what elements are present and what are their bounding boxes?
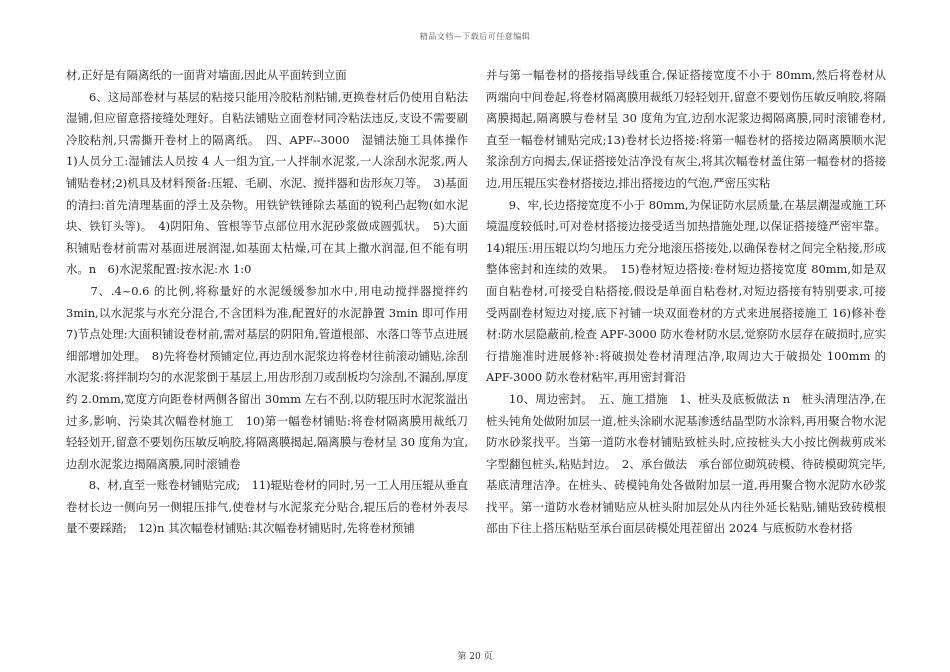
paragraph: 7、.4~0.6 的比例,将称量好的水泥缓缓参加水中,用电动搅拌器搅拌约 3min,以水泥浆与水充分混合,不含团料为准,配置好的水泥静置 3min 即可作用 7)节点处理:大面积铺设卷材前,需对基层的阴阳角,管道根部、水落口等节点进展细部增加处理。 8)先将卷材预铺定位,再边刮水泥浆边将卷材往前滚动铺贴,涂刮水泥浆:将拌制均匀的水泥浆倒于基层上,用齿形刮刀或刮板均匀涂刮,不漏刮,厚度约 2.0mm,宽度方向距卷材两侧各留出 30mm 左右不刮,以防辊压时水泥浆溢出过多,影响、污染其次幅卷材施工 10)第一幅卷材铺贴:将卷材隔离膜用裁纸刀轻轻划开,留意不要划伤压敏反响胶,将隔离膜揭起,隔离膜与卷材呈 30 度角为宜,边刮水泥浆边揭隔离膜,同时滚铺卷 — [66, 283, 468, 471]
paragraph: 8、材,直至一账卷材铺贴完成; 11)辊贴卷材的同时,另一工人用压辊从垂直卷材长边一侧向另一侧辊压排气,使卷材与水泥浆充分贴合,辊压后的卷材外表尽量不要踩踏; 12)n 其次幅卷材铺贴:其次幅卷材铺贴时,先将卷材预铺 — [66, 478, 468, 536]
paragraph: 材,正好是有隔离纸的一面背对墙面,因此从平面转到立面 — [66, 68, 347, 82]
right-text-column — [486, 65, 886, 540]
page-header: 精品文档—下载后可任意编辑 — [419, 32, 531, 41]
paragraph: 并与第一幅卷材的搭接指导线重合,保证搭接宽度不小于 80mm,然后将卷材从两端向中间卷起,将卷材隔离膜用裁纸刀轻轻划开,留意不要划伤压敏反响胶,将隔离膜揭起,隔离膜与卷材呈 30 度角为宜,边刮水泥浆边揭隔离膜,同时滚铺卷材,直至一幅卷材铺贴完成;13)卷材长边搭接:将第一幅卷材的搭接边隔离膜顺水泥浆涂刮方向揭去,保证搭接处洁净没有灰尘,将其次幅卷材盖住第一幅卷材的搭接边,用压辊压实卷材搭接边,排出搭接边的气泡,严密压实粘 — [486, 68, 886, 190]
paragraph: 6、这局部卷材与基层的粘接只能用冷胶粘剂粘铺,更换卷材后仍使用自粘法湿铺,但应留意搭接缝处理好。自粘法铺贴立面卷材同冷粘法违反,支设不需要刷冷胶粘剂,只需撕开卷材上的隔离纸。 四、APF--3000 湿铺法施工具体操作 1)人员分工:湿铺法人员按 4 人一组为宜,一人拌制水泥浆,一人涂刮水泥浆,两人铺贴卷材;2)机具及材料预备:压辊、毛刷、水泥、搅拌器和齿形灰刀等。 3)基面的清扫:首先清理基面的浮土及杂物。用铁铲铁锤除去基面的锐利凸起物(如水泥块、铁钉头等)。 4)阴阳角、管根等节点部位用水泥砂浆做成圆弧状。 5)大面积铺贴卷材前需对基面进展润湿,如基面太枯燥,可在其上撒水润湿,但不能有明水。n 6)水泥浆配置:按水泥:水 1:0 — [66, 89, 480, 277]
paragraph: 9、牢,长边搭接宽度不小于 80mm,为保证防水层质量,在基层潮湿或施工环境温度较低时,可对卷材搭接边接受适当加热措施处理,以保证搭接缝严密牢靠。14)辊压:用压辊以均匀地压力充分地滚压搭接处,以确保卷材之间完全粘接,形成整体密封和连续的效果。 15)卷材短边搭接:卷材短边搭接宽度 80mm,如是双面自粘卷材,可接受自粘搭接,假设是单面自粘卷材,对短边搭接有特别要求,可接受两副卷材短边对接,底下衬铺一块双面卷材的方式来进展搭接施工 16)修补卷材:防水层隐蔽前,检查 APF-3000 防水卷材防水层,觉察防水层存在破损时,应实行措施准时进展修补:将破损处卷材清理洁净,取周边大于破损处 100mm 的 APF-3000 防水卷材粘牢,再用密封膏沿 — [486, 197, 886, 385]
page-number: 第 20 页 — [457, 652, 493, 662]
paragraph: 10、周边密封。 五、施工措施 1、桩头及底板做法 n 桩头清理洁净,在桩头钝角处做附加层一道,桩头涂刷水泥基渗透结晶型防水涂料,再用聚合物水泥防水砂浆找平。当第一道防水卷材铺贴致桩头时,应按桩头大小按比例裁剪成米字型翻包桩头,粘贴封边。 2、承台做法 承台部位砌筑砖模、待砖模砌筑完毕,基底清理洁净。在桩头、砖模钝角处各做附加层一道,再用聚合物水泥防水砂浆找平。第一道防水卷材铺贴应从桩头附加层处从内往外延长粘贴,铺贴致砖模根部由下往上搭压粘贴至承台面层砖模处甩茬留出 2024 与底板防水卷材搭 — [486, 391, 886, 536]
left-text-column — [66, 65, 480, 540]
